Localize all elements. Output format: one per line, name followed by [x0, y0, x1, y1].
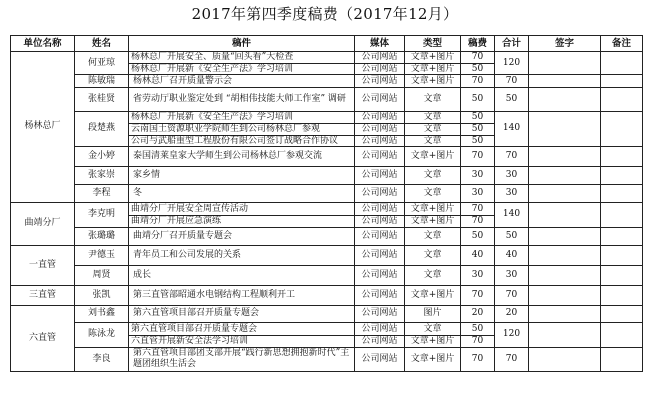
fee-text: 50 [471, 112, 484, 122]
fee-text: 70 [471, 52, 484, 62]
article-cell [129, 265, 355, 285]
table-row [11, 88, 643, 112]
fee-text: 70 [471, 353, 484, 364]
name-cell: 李程 [75, 184, 129, 202]
media-text: 公司网站 [361, 269, 398, 280]
total-cell: 30 [495, 265, 529, 285]
fee-text: 70 [471, 150, 484, 161]
table-body [11, 52, 643, 372]
media-text: 公司网站 [361, 94, 398, 104]
table-row [11, 245, 643, 265]
fee-cell [461, 52, 495, 75]
total-cell: 70 [495, 75, 529, 88]
fee-text: 70 [461, 215, 494, 227]
table-row [11, 184, 643, 202]
type-text: 文章+图片 [410, 353, 455, 364]
signature-cell [529, 166, 601, 184]
article-text: 曲靖分厂开展安全周宣传活动 [131, 203, 249, 214]
type-cell [405, 227, 461, 245]
total-cell: 140 [495, 202, 529, 227]
fee-cell [461, 75, 495, 88]
type-text: 文章 [423, 230, 442, 241]
article-text: 杨林总厂开展安全、质量“回头看”大检查 [131, 52, 294, 62]
type-text: 文章 [423, 269, 442, 280]
media-cell [355, 88, 405, 112]
signature-cell [529, 305, 601, 322]
remark-cell [601, 322, 643, 347]
media-text: 公司网站 [355, 123, 404, 134]
remark-cell [601, 146, 643, 166]
article-text: 家乡情 [133, 169, 161, 180]
media-cell [355, 305, 405, 322]
media-cell [355, 245, 405, 265]
fee-cell [461, 245, 495, 265]
fee-text: 30 [471, 269, 484, 280]
type-text: 文章+图片 [410, 52, 455, 62]
media-text: 公司网站 [355, 215, 404, 227]
fee-cell [461, 347, 495, 371]
media-cell [355, 112, 405, 147]
signature-cell [529, 88, 601, 112]
signature-cell [529, 146, 601, 166]
fee-text: 70 [471, 289, 484, 300]
total-cell: 20 [495, 305, 529, 322]
type-text: 文章+图片 [410, 150, 455, 161]
fee-text: 50 [461, 63, 494, 74]
table-row [11, 166, 643, 184]
media-text: 公司网站 [361, 203, 398, 214]
total-cell: 140 [495, 112, 529, 147]
fee-cell [461, 88, 495, 112]
fee-text: 70 [471, 75, 484, 86]
media-cell [355, 52, 405, 75]
type-cell [405, 75, 461, 88]
header-remark: 备注 [601, 36, 643, 52]
type-text: 文章 [423, 94, 442, 104]
type-text: 文章 [423, 249, 442, 260]
fee-cell [461, 184, 495, 202]
article-text: 六直管开展新安全法学习培训 [129, 335, 354, 347]
type-text: 文章 [405, 135, 460, 146]
remark-cell [601, 184, 643, 202]
signature-cell [529, 245, 601, 265]
signature-cell [529, 322, 601, 347]
media-text: 公司网站 [361, 150, 398, 161]
media-text: 公司网站 [361, 308, 398, 319]
signature-cell [529, 347, 601, 371]
header-signature: 签字 [529, 36, 601, 52]
fee-text: 70 [461, 335, 494, 347]
article-text: 第六直管项目部召开质量专题会 [133, 308, 260, 319]
fee-text: 70 [471, 203, 484, 214]
signature-cell [529, 52, 601, 75]
remark-cell [601, 88, 643, 112]
type-text: 文章+图片 [410, 75, 455, 86]
media-cell [355, 202, 405, 227]
fee-text: 50 [471, 94, 484, 104]
type-cell [405, 265, 461, 285]
header-article: 稿件 [129, 36, 355, 52]
article-text: 曲靖分厂召开质量专题会 [133, 230, 233, 241]
name-cell: 李克明 [75, 202, 129, 227]
fee-cell [461, 305, 495, 322]
table-row [11, 322, 643, 347]
type-text: 文章 [423, 323, 442, 334]
media-cell [355, 347, 405, 371]
header-type: 类型 [405, 36, 461, 52]
media-cell [355, 285, 405, 305]
fee-text: 30 [471, 169, 484, 180]
media-cell [355, 227, 405, 245]
header-name: 姓名 [75, 36, 129, 52]
media-text: 公司网站 [361, 75, 398, 86]
table-row [11, 202, 643, 227]
article-text: 泰国清莱皇家大学师生到公司杨林总厂参观交流 [133, 150, 323, 161]
article-cell [129, 88, 355, 112]
article-cell [129, 305, 355, 322]
fee-text: 50 [461, 123, 494, 134]
remark-cell [601, 265, 643, 285]
article-text: 青年员工和公司发展的关系 [133, 249, 242, 260]
unit-cell: 一直管 [11, 245, 75, 285]
table-row [11, 265, 643, 285]
page-title: 2017年第四季度稿费（2017年12月） [191, 5, 459, 23]
fee-cell [461, 227, 495, 245]
fee-text: 40 [471, 249, 484, 260]
fee-cell [461, 285, 495, 305]
table-row [11, 305, 643, 322]
header-fee: 稿费 [461, 36, 495, 52]
fee-cell [461, 112, 495, 147]
header-media: 媒体 [355, 36, 405, 52]
signature-cell [529, 285, 601, 305]
type-text: 文章+图片 [405, 215, 460, 227]
name-cell: 张家崇 [75, 166, 129, 184]
article-cell [129, 227, 355, 245]
media-text: 公司网站 [361, 169, 398, 180]
fee-text: 50 [461, 135, 494, 146]
type-cell [405, 112, 461, 147]
type-cell [405, 52, 461, 75]
article-text: 第六直管项目部召开质量专题会 [131, 323, 258, 334]
type-text: 文章+图片 [410, 289, 455, 300]
table-row [11, 112, 643, 147]
media-text: 公司网站 [355, 135, 404, 146]
fee-text: 30 [471, 187, 484, 198]
name-cell: 张凯 [75, 285, 129, 305]
remark-cell [601, 245, 643, 265]
unit-cell: 三直管 [11, 285, 75, 305]
signature-cell [529, 265, 601, 285]
total-cell: 40 [495, 245, 529, 265]
article-cell [129, 202, 355, 227]
fee-cell [461, 166, 495, 184]
name-cell: 段楚燕 [75, 112, 129, 147]
type-text: 文章+图片 [410, 203, 455, 214]
type-text: 文章+图片 [405, 335, 460, 347]
media-text: 公司网站 [361, 353, 398, 364]
type-cell [405, 245, 461, 265]
name-cell: 李良 [75, 347, 129, 371]
name-cell: 张桂贤 [75, 88, 129, 112]
article-cell [129, 166, 355, 184]
article-cell [129, 52, 355, 75]
media-text: 公司网站 [361, 112, 398, 122]
total-cell: 70 [495, 285, 529, 305]
media-cell [355, 166, 405, 184]
media-text: 公司网站 [355, 63, 404, 74]
remark-cell [601, 112, 643, 147]
article-text: 第三直管部昭通水电钢结构工程顺利开工 [133, 289, 296, 300]
media-text: 公司网站 [361, 289, 398, 300]
article-text: 杨林总厂召开质量警示会 [133, 75, 233, 86]
unit-cell: 杨林总厂 [11, 52, 75, 203]
signature-cell [529, 202, 601, 227]
media-text: 公司网站 [361, 249, 398, 260]
signature-cell [529, 227, 601, 245]
header-row [11, 36, 643, 52]
article-cell [129, 245, 355, 265]
type-cell [405, 305, 461, 322]
article-text: 杨林总厂开展新《安全生产法》学习培训 [131, 112, 294, 122]
type-text: 图片 [423, 308, 442, 319]
type-cell [405, 202, 461, 227]
name-cell: 金小婷 [75, 146, 129, 166]
article-text: 第六直管项目部团支部开展“践行新思想拥抱新时代”主题团组织生活会 [133, 348, 350, 370]
table-row [11, 146, 643, 166]
type-text: 文章 [405, 123, 460, 134]
total-cell: 120 [495, 52, 529, 75]
unit-cell: 曲靖分厂 [11, 202, 75, 245]
table-row [11, 52, 643, 75]
media-text: 公司网站 [361, 187, 398, 198]
fee-cell [461, 322, 495, 347]
media-cell [355, 322, 405, 347]
table-row [11, 227, 643, 245]
article-cell [129, 75, 355, 88]
name-cell: 张璐璐 [75, 227, 129, 245]
total-cell: 50 [495, 227, 529, 245]
type-cell [405, 184, 461, 202]
media-cell [355, 184, 405, 202]
signature-cell [529, 75, 601, 88]
type-cell [405, 146, 461, 166]
media-text: 公司网站 [355, 335, 404, 347]
unit-cell: 六直管 [11, 305, 75, 371]
total-cell: 30 [495, 184, 529, 202]
fee-text: 20 [471, 308, 484, 319]
type-cell [405, 166, 461, 184]
remark-cell [601, 227, 643, 245]
media-cell [355, 265, 405, 285]
type-cell [405, 347, 461, 371]
table-row [11, 285, 643, 305]
name-cell: 尹德玉 [75, 245, 129, 265]
article-cell [129, 146, 355, 166]
type-cell [405, 285, 461, 305]
name-cell: 周贤 [75, 265, 129, 285]
total-cell: 70 [495, 347, 529, 371]
total-cell: 50 [495, 88, 529, 112]
remark-cell [601, 305, 643, 322]
remark-cell [601, 347, 643, 371]
remark-cell [601, 166, 643, 184]
article-text: 云南国土资源职业学院师生到公司杨林总厂参观 [129, 123, 354, 134]
article-cell [129, 184, 355, 202]
article-cell [129, 112, 355, 147]
article-text: 公司与武船重型工程股份有限公司签订战略合作协议 [129, 135, 354, 146]
type-cell [405, 88, 461, 112]
total-cell: 120 [495, 322, 529, 347]
table-row [11, 347, 643, 371]
type-text: 文章+图片 [405, 63, 460, 74]
media-text: 公司网站 [361, 230, 398, 241]
remark-cell [601, 285, 643, 305]
name-cell: 陈敏瑞 [75, 75, 129, 88]
header-unit: 单位名称 [11, 36, 75, 52]
type-text: 文章 [423, 112, 442, 122]
article-text: 成长 [133, 269, 152, 280]
table-row [11, 75, 643, 88]
media-cell [355, 146, 405, 166]
media-text: 公司网站 [361, 323, 398, 334]
fee-cell [461, 146, 495, 166]
fee-cell [461, 202, 495, 227]
name-cell: 刘书鑫 [75, 305, 129, 322]
name-cell: 陈泳龙 [75, 322, 129, 347]
remark-cell [601, 75, 643, 88]
signature-cell [529, 112, 601, 147]
fee-table [10, 35, 643, 372]
fee-cell [461, 265, 495, 285]
article-cell [129, 322, 355, 347]
signature-cell [529, 184, 601, 202]
name-cell: 何亚琼 [75, 52, 129, 75]
type-cell [405, 322, 461, 347]
remark-cell [601, 52, 643, 75]
article-cell [129, 347, 355, 371]
media-text: 公司网站 [361, 52, 398, 62]
total-cell: 30 [495, 166, 529, 184]
fee-text: 50 [471, 230, 484, 241]
article-text: 冬 [133, 187, 143, 198]
fee-text: 50 [471, 323, 484, 334]
total-cell: 70 [495, 146, 529, 166]
article-text: 省劳动厅职业鉴定处到 “胡相伟技能大师工作室” 调研 [133, 94, 346, 104]
article-cell [129, 285, 355, 305]
type-text: 文章 [423, 187, 442, 198]
media-cell [355, 75, 405, 88]
article-text: 杨林总厂开展新《安全生产法》学习培训 [129, 63, 354, 74]
header-total: 合计 [495, 36, 529, 52]
type-text: 文章 [423, 169, 442, 180]
article-text: 曲靖分厂开展应急演练 [129, 215, 354, 227]
remark-cell [601, 202, 643, 227]
